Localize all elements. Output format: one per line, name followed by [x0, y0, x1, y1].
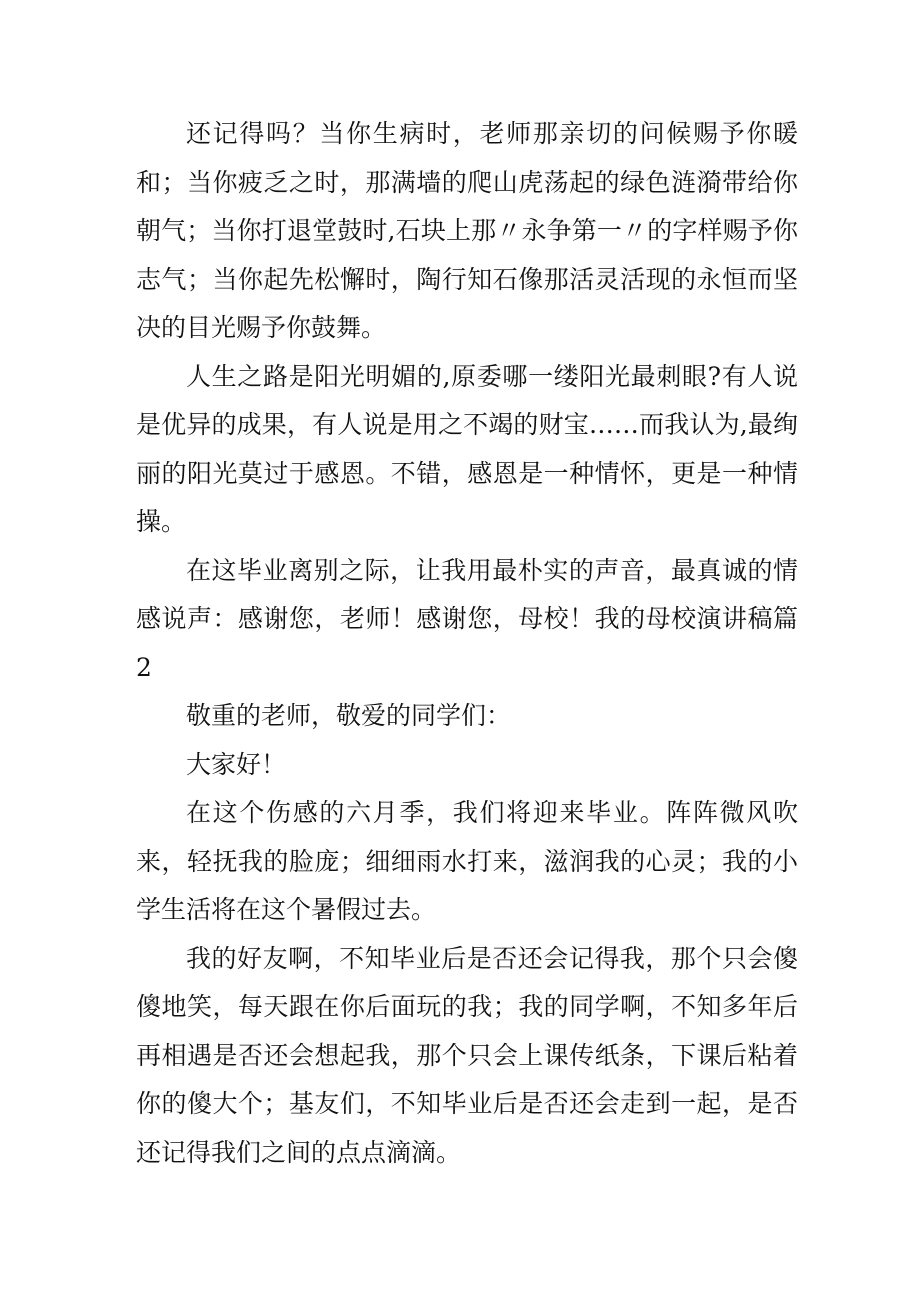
paragraph-6: 在这个伤感的六月季，我们将迎来毕业。阵阵微风吹来，轻抚我的脸庞；细细雨水打来，滋润我的心灵；我的小学生活将在这个暑假过去。 [136, 798, 798, 924]
paragraph-4-salutation: 敬重的老师，敬爱的同学们： [186, 701, 512, 730]
paragraph-7: 我的好友啊，不知毕业后是否还会记得我，那个只会傻傻地笑，每天跟在你后面玩的我；我的同学啊，不知多年后再相遇是否还会想起我，那个只会上课传纸条，下课后粘着你的傻大个；基友们，不知毕业后是否还会走到一起，是否还记得我们之间的点点滴滴。 [136, 943, 798, 1167]
paragraph-3: 在这毕业离别之际，让我用最朴实的声音，最真诚的情感说声：感谢您，老师！感谢您，母校！我的母校演讲稿篇2 [136, 555, 798, 682]
document-body [136, 110, 798, 1177]
paragraph-2: 人生之路是阳光明媚的,原委哪一缕阳光最刺眼?有人说是优异的成果，有人说是用之不竭的财宝……而我认为,最绚丽的阳光莫过于感恩。不错，感恩是一种情怀，更是一种情操。 [136, 361, 798, 536]
paragraph-1: 还记得吗？当你生病时，老师那亲切的问候赐予你暖和；当你疲乏之时，那满墙的爬山虎荡起的绿色涟漪带给你朝气；当你打退堂鼓时,石块上那〃永争第一〃的字样赐予你志气；当你起先松懈时，陶行知石像那活灵活现的永恒而坚决的目光赐予你鼓舞。 [136, 119, 798, 342]
paragraph-5-greeting: 大家好！ [186, 749, 287, 779]
